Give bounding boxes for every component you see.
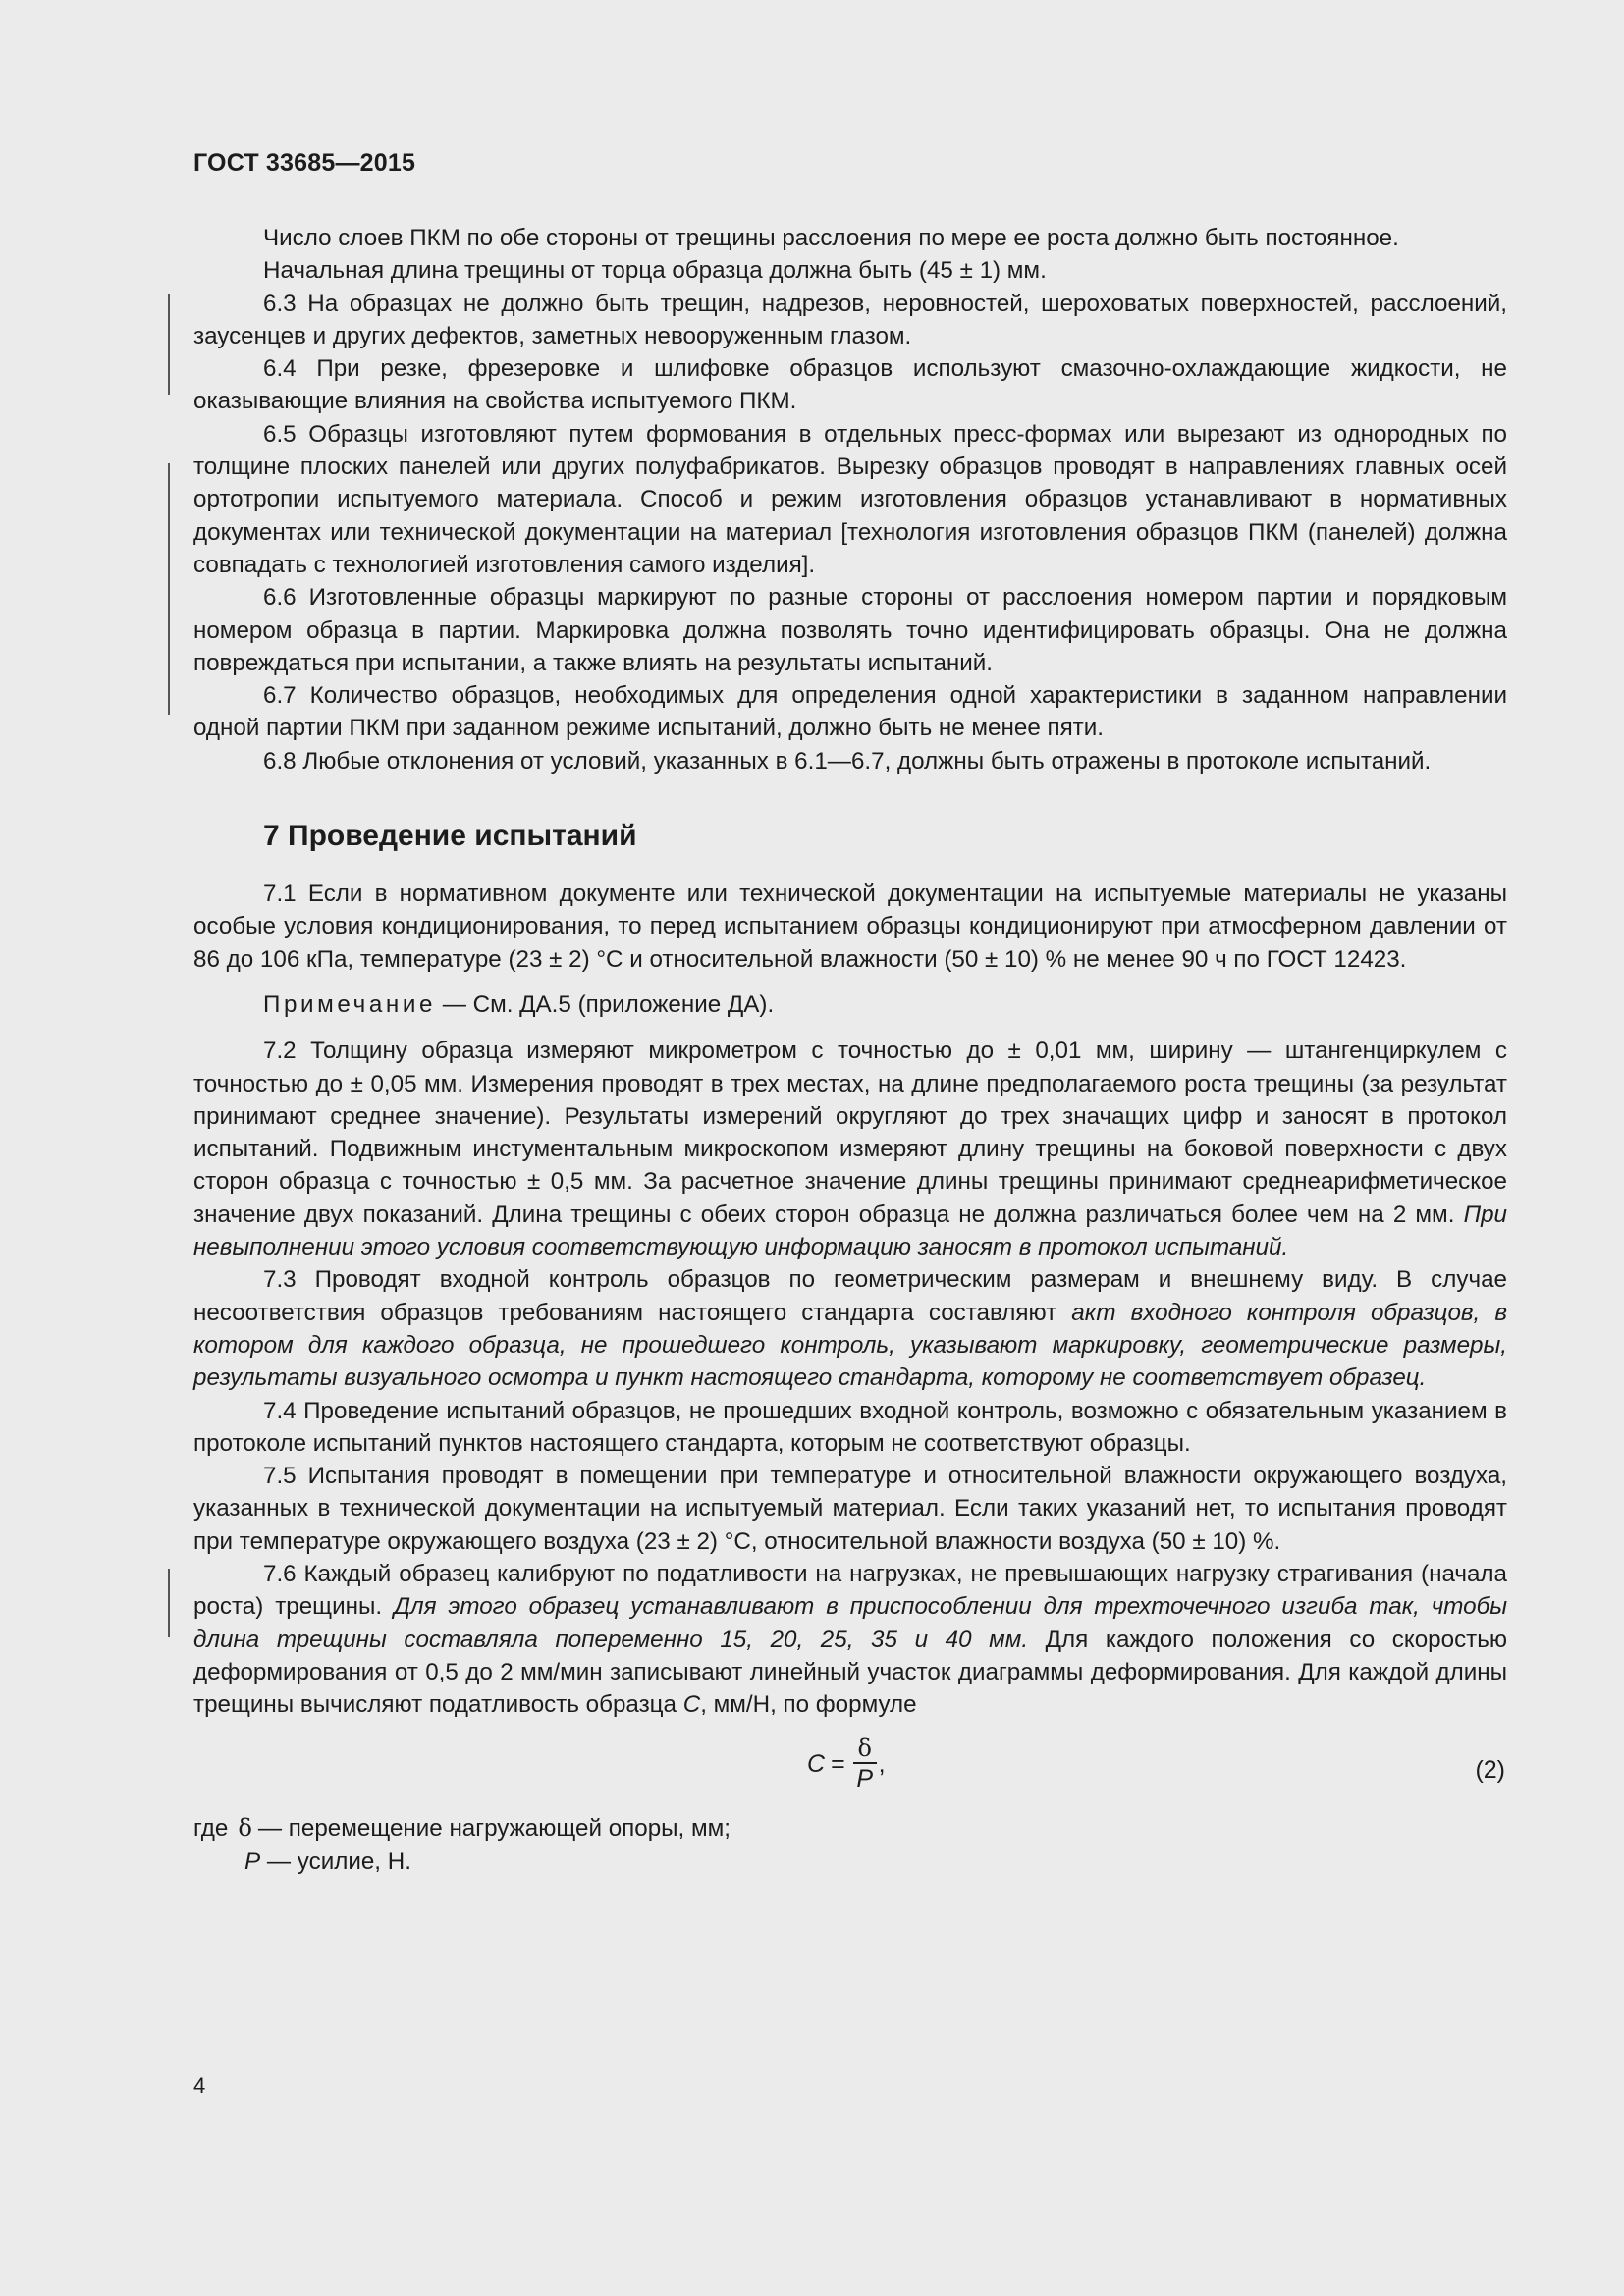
- paragraph-italic-text: акт входного контроля образцов, в котором для каждого образца, не прошедшего контроль, указывают маркировку, геометрические размеры, результаты визуального осмотра и пункт настоящего стандарта, которому не соответствует образец.: [193, 1299, 1507, 1392]
- legend-symbol: δ: [238, 1814, 252, 1842]
- document-body: [193, 222, 1507, 1879]
- formula-equals: =: [831, 1749, 845, 1778]
- paragraph: 6.6 Изготовленные образцы маркируют по разные стороны от расслоения номером партии и порядковым номером образца в партии. Маркировка должна позволять точно идентифицировать образцы. Она не должна повреждаться при испытании, а также влиять на результаты испытаний.: [193, 584, 1507, 676]
- equation-number: (2): [1475, 1756, 1505, 1785]
- legend-where: где: [193, 1815, 229, 1842]
- paragraph: 6.3 На образцах не должно быть трещин, надрезов, неровностей, шероховатых поверхностей, расслоений, заусенцев и других дефектов, заметных невооруженным глазом.: [193, 290, 1507, 349]
- legend-row: [244, 1845, 1507, 1879]
- paragraph: 7.1 Если в нормативном документе или технической документации на испытуемые материалы не указаны особые условия кондиционирования, то перед испытанием образцы кондиционируют при атмосферном давлении от 86 до 106 кПа, температуре (23 ± 2) °С и относительной влажности (50 ± 10) % не менее 90 ч по ГОСТ 12423.: [193, 881, 1507, 973]
- paragraph: 6.7 Количество образцов, необходимых для определения одной характеристики в заданном направлении одной партии ПКМ при заданном режиме испытаний, должно быть не менее пяти.: [193, 682, 1507, 742]
- page-number: 4: [193, 2073, 206, 2098]
- change-bar: [168, 294, 170, 395]
- paragraph-text: 7.6 Каждый образец калибруют по податливости на нагрузках, не превышающих нагрузку страгивания (начала роста) трещины.: [193, 1560, 1507, 1621]
- paragraph: [193, 1558, 1507, 1721]
- note-text: — См. ДА.5 (приложение ДА).: [436, 990, 775, 1018]
- formula-lhs: C: [807, 1749, 826, 1778]
- legend-row: [193, 1811, 1507, 1845]
- variable-c: С: [682, 1691, 701, 1719]
- paragraph-text: 7.3 Проводят входной контроль образцов по геометрическим размерам и внешнему виду. В случае несоответствия образцов требованиям настоящего стандарта составляют: [193, 1266, 1507, 1326]
- paragraph: 7.4 Проведение испытаний образцов, не прошедших входной контроль, возможно с обязательным указанием в протоколе испытаний пунктов настоящего стандарта, которым не соответствуют образцы.: [193, 1397, 1507, 1457]
- paragraph: Число слоев ПКМ по обе стороны от трещины расслоения по мере ее роста должно быть постоянное.: [263, 225, 1399, 251]
- paragraph-text: , мм/Н, по формуле: [700, 1691, 917, 1719]
- paragraph: 7.5 Испытания проводят в помещении при температуре и относительной влажности окружающего воздуха, указанных в технической документации на испытуемый материал. Если таких указаний нет, то испытания проводят при температуре окружающего воздуха (23 ± 2) °С, относительной влажности воздуха (50 ± 10) %.: [193, 1463, 1507, 1555]
- paragraph-italic-text: При невыполнении этого условия соответствующую информацию заносят в протокол испытаний.: [193, 1201, 1507, 1261]
- note-label: Примечание: [263, 990, 436, 1018]
- paragraph: 6.4 При резке, фрезеровке и шлифовке образцов используют смазочно-охлаждающие жидкости, не оказывающие влияния на свойства испытуемого ПКМ.: [193, 355, 1507, 415]
- formula-legend: [193, 1811, 1507, 1879]
- paragraph: 6.5 Образцы изготовляют путем формования в отдельных пресс-формах или вырезают из однородных по толщине плоских панелей или других полуфабрикатов. Вырезку образцов проводят в направлениях главных осей ортотропии испытуемого материала. Способ и режим изготовления образцов устанавливают в нормативных документах или технической документации на материал [технология изготовления образцов ПКМ (панелей) должна совпадать с технологией изготовления самого изделия].: [193, 420, 1507, 578]
- paragraph: Начальная длина трещины от торца образца должна быть (45 ± 1) мм.: [263, 257, 1047, 285]
- formula-fraction: [853, 1735, 877, 1793]
- legend-description: — усилие, Н.: [266, 1848, 411, 1876]
- formula-denominator: P: [856, 1765, 874, 1793]
- formula-block: [193, 1733, 1507, 1809]
- legend-symbol: P: [244, 1848, 261, 1876]
- paragraph: [193, 1263, 1507, 1394]
- change-bar: [168, 463, 170, 715]
- paragraph-text: 7.2 Толщину образца измеряют микрометром с точностью до ± 0,01 мм, ширину — штангенциркулем с точностью до ± 0,05 мм. Измерения проводят в трех местах, на длине предполагаемого роста трещины (за результат принимают среднее значение). Результаты измерений округляют до трех значащих цифр и заносят в протокол испытаний. Подвижным инстументальным микроскопом измеряют длину трещины на боковой поверхности с двух сторон образца с точностью ± 0,5 мм. За расчетное значение длины трещины принимают среднеарифметическое значение двух показаний. Длина трещины с обеих сторон образца не должна различаться более чем на 2 мм.: [193, 1038, 1507, 1228]
- formula-trailing: ,: [878, 1749, 886, 1778]
- change-bar: [168, 1569, 170, 1637]
- section-heading: 7 Проведение испытаний: [263, 820, 637, 853]
- note: [193, 988, 1507, 1021]
- legend-description: — перемещение нагружающей опоры, мм;: [257, 1815, 731, 1842]
- paragraph-italic-text: Для этого образец устанавливают в приспособлении для трехточечного изгиба так, чтобы длина трещины составляла попеременно 15, 20, 25, 35 и 40 мм.: [193, 1593, 1507, 1653]
- formula: [807, 1735, 886, 1793]
- paragraph: 6.8 Любые отклонения от условий, указанных в 6.1—6.7, должны быть отражены в протоколе испытаний.: [263, 747, 1432, 774]
- formula-numerator: δ: [857, 1735, 872, 1763]
- paragraph-text: Для каждого положения со скоростью деформирования от 0,5 до 2 мм/мин записывают линейный участок диаграммы деформирования. Для каждой длины трещины вычисляют податливость образца: [193, 1626, 1507, 1719]
- document-header: ГОСТ 33685—2015: [193, 149, 416, 177]
- paragraph: [193, 1035, 1507, 1263]
